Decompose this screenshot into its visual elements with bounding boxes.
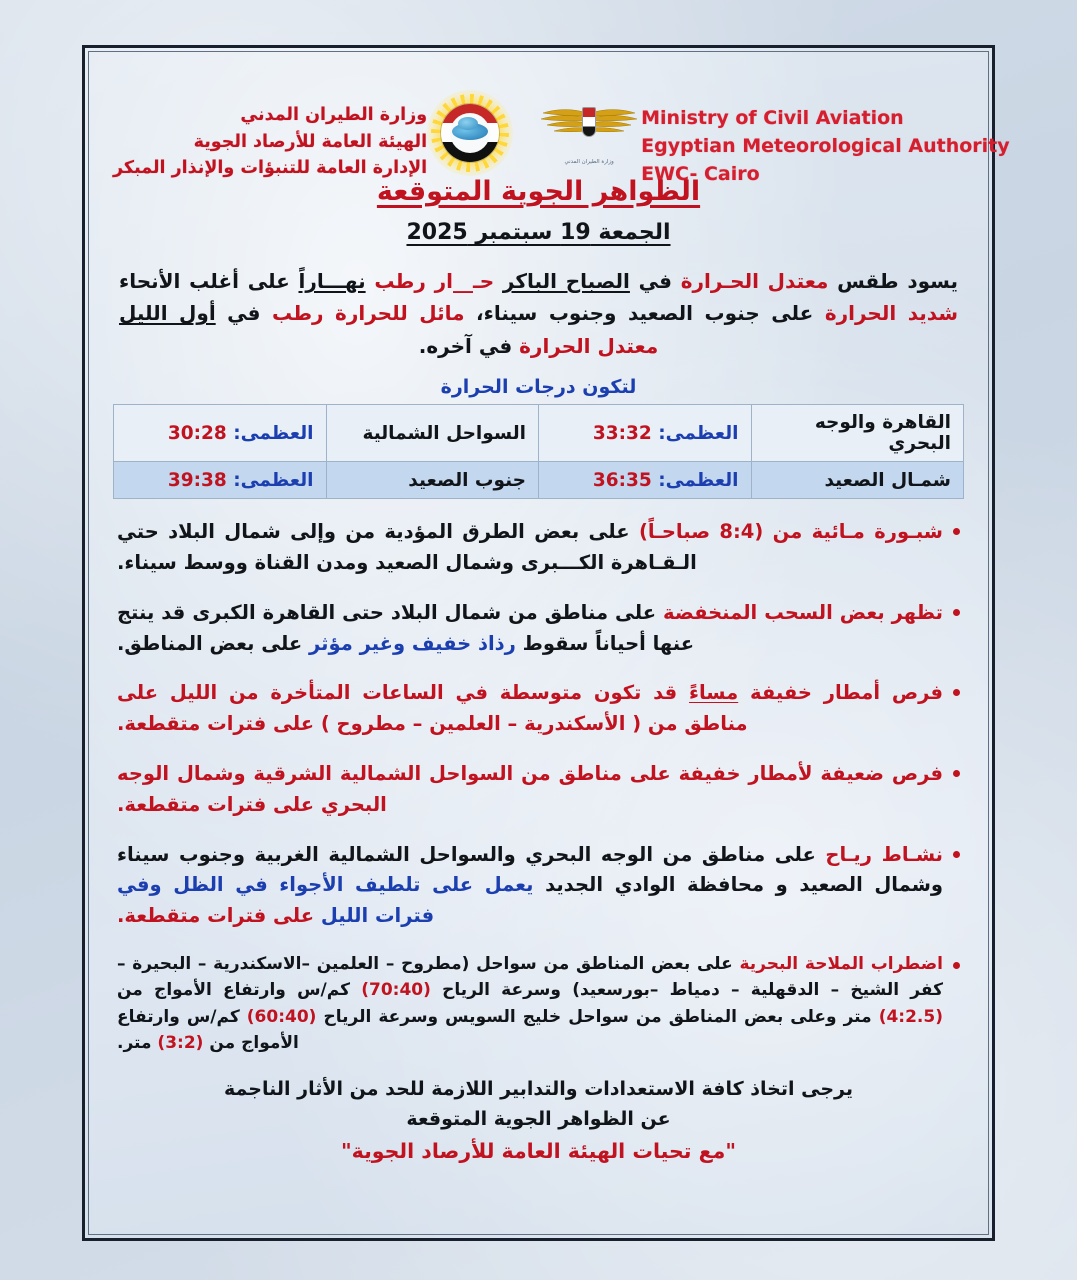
footer-signature: "مع تحيات الهيئة العامة للأرصاد الجوية" <box>341 1139 736 1164</box>
text-run-9: متر. <box>117 1032 158 1053</box>
page-title: الظواهر الجوية المتوقعة <box>376 176 701 207</box>
bullet-dot-icon <box>953 609 960 616</box>
region-south-upper-egypt: جنوب الصعيد <box>326 462 539 499</box>
region-north-coast: السواحل الشمالية <box>326 405 539 462</box>
bullet-dot-icon <box>953 528 960 535</box>
header-logos <box>427 66 641 176</box>
header-arabic-line-3: الإدارة العامة للتنبؤات والإنذار المبكر <box>113 158 428 179</box>
header-arabic-block <box>113 66 427 182</box>
intro-s5: حـ__ار رطب <box>365 269 503 293</box>
text-run-1: على بعض الطرق المؤدية من وإلى شمال البلاد حتي الـقـاهرة الكـــبرى وشمال الصعيد ومدن القناة ووسط سيناء. <box>117 520 697 574</box>
max-value: 39:38 <box>167 469 227 491</box>
temperature-table-heading: لتكون درجات الحرارة <box>440 376 637 399</box>
ema-sun-logo-icon <box>427 90 513 176</box>
text-run-0: تظهر بعض السحب المنخفضة <box>663 600 943 624</box>
text-run-1: على بعض المناطق من سواحل (مطروح – العلمين –الاسكندرية – البحيرة – كفر الشيخ – الدقهلية – دمياط –بورسعيد) وسرعة الرياح <box>117 953 943 1001</box>
bullet-text <box>117 678 943 740</box>
bullet-weak-rain-chance <box>117 759 960 821</box>
egypt-flag-shield-icon <box>582 107 596 137</box>
header-english-block <box>641 66 1010 188</box>
max-north-upper-egypt <box>539 462 752 499</box>
bullet-dot-icon <box>953 770 960 777</box>
bullet-text <box>117 951 943 1056</box>
temperature-table <box>113 404 964 499</box>
region-north-upper-egypt: شمـال الصعيد <box>751 462 964 499</box>
max-value: 36:35 <box>592 469 652 491</box>
document-footer <box>113 1075 964 1163</box>
intro-s12: أول الليل <box>119 301 216 326</box>
max-value: 33:32 <box>592 422 652 444</box>
text-run-2: رذاذ خفيف وغير مؤثر <box>309 631 516 655</box>
text-run-4: على فترات متقطعة. <box>117 904 315 928</box>
text-run-3: على بعض المناطق. <box>117 631 310 655</box>
text-run-8: (3:2) <box>157 1032 204 1053</box>
intro-s14: معتدل الحرارة <box>519 333 659 358</box>
bullet-text <box>117 517 943 579</box>
text-run-1: على مناطق من شمال البلاد حتى القاهرة الكبرى قد ينتج عنها أحياناً سقوط <box>117 600 695 655</box>
bullet-wind-activity <box>117 840 960 932</box>
bulletin-sheet <box>82 45 1010 1241</box>
text-run-2: قد تكون متوسطة في الساعات المتأخرة من الليل على مناطق من ( الأسكندرية – العلمين – مطروح ) على فترات متقطعة. <box>117 681 748 736</box>
max-north-coast <box>114 405 327 462</box>
header-arabic-line-1: وزارة الطيران المدني <box>240 105 428 125</box>
text-run-0: نشـاط ريـاح <box>825 842 943 866</box>
bullet-dot-icon <box>953 851 960 858</box>
bullet-text <box>117 840 943 932</box>
max-label: العظمى: <box>658 469 739 491</box>
header-english-line-3: EWC- Cairo <box>641 163 760 186</box>
text-run-3: كم/س وارتفاع الأمواج من <box>117 980 362 1001</box>
text-run-6: (60:40) <box>246 1006 317 1027</box>
text-run-2: (70:40) <box>361 980 431 1001</box>
intro-s11: في <box>215 301 273 326</box>
table-row <box>114 405 964 462</box>
bullet-dot-icon <box>953 962 960 969</box>
civil-aviation-wings-icon <box>537 103 641 163</box>
text-run-4: (4:2.5) <box>878 1006 943 1027</box>
cloud-icon <box>452 123 488 140</box>
intro-s15: في آخره. <box>418 333 520 358</box>
text-run-7: كم/س وارتفاع الأمواج من <box>117 1006 299 1053</box>
text-run-0: فرص ضعيفة لأمطار خفيفة على مناطق من السواحل الشمالية الشرقية وشمال الوجه البحري على فترات متقطعة. <box>117 761 943 816</box>
text-run-0: اضطراب الملاحة البحرية <box>739 953 943 974</box>
intro-s2: معتدل الحـرارة <box>680 269 829 293</box>
header-arabic-line-2: الهيئة العامة للأرصاد الجوية <box>193 131 428 152</box>
bullet-text <box>117 759 943 821</box>
text-run-3 <box>314 904 321 927</box>
bullet-low-clouds <box>117 598 960 660</box>
bulletin-date: الجمعة 19 سبتمبر 2025 <box>406 220 671 245</box>
bullet-marine-navigation <box>117 951 960 1056</box>
header-english-line-2: Egyptian Meteorological Authority <box>641 135 1010 158</box>
table-row <box>114 462 964 499</box>
intro-s9: على جنوب الصعيد وجنوب سيناء، <box>464 301 814 326</box>
max-label: العظمى: <box>658 422 739 444</box>
text-run-2: يعمل على تلطيف الأجواء في الظل وفي فترات الليل <box>117 873 534 928</box>
intro-s3: في <box>629 269 681 293</box>
wings-caption: وزارة الطيران المدني <box>564 159 614 165</box>
forecast-bullet-list <box>113 517 964 1056</box>
max-label: العظمى: <box>233 422 314 444</box>
intro-s6: نهـــاراً <box>298 269 366 293</box>
intro-s8: شديد الحرارة <box>824 301 958 326</box>
region-cairo-delta: القاهرة والوجه البحري <box>751 405 964 462</box>
max-label: العظمى: <box>233 469 314 491</box>
intro-s10: مائل للحرارة رطب <box>272 301 465 326</box>
bullet-fog <box>117 517 960 579</box>
footer-line-2: عن الظواهر الجوية المتوقعة <box>406 1107 671 1130</box>
text-run-1: مساءً <box>689 681 739 705</box>
bullet-evening-rain <box>117 678 960 740</box>
bullet-text <box>117 598 943 660</box>
bulletin-sheet-inner <box>88 51 1010 1235</box>
header-english-line-1: Ministry of Civil Aviation <box>641 107 904 129</box>
text-run-1: على مناطق من الوجه البحري والسواحل الشمالية الغربية وجنوب سيناء وشمال الصعيد و محافظة الوادي الجديد <box>117 842 943 897</box>
intro-s1: يسود طقس <box>828 269 959 293</box>
bullet-dot-icon <box>953 689 960 696</box>
flag-disc-icon <box>441 104 499 162</box>
text-run-0: فرص أمطار خفيفة <box>738 681 943 705</box>
footer-line-1: يرجى اتخاذ كافة الاستعدادات والتدابير اللازمة للحد من الأثار الناجمة <box>224 1078 853 1101</box>
document-header <box>113 66 1010 186</box>
text-run-5: متر وعلى بعض المناطق من سواحل خليج السويس وسرعة الرياح <box>316 1006 879 1027</box>
intro-s7: على أغلب الأنحاء <box>119 269 299 293</box>
max-cairo-delta <box>539 405 752 462</box>
intro-paragraph <box>113 265 964 362</box>
max-south-upper-egypt <box>114 462 327 499</box>
intro-s4: الصباح الباكر <box>502 269 630 293</box>
max-value: 30:28 <box>167 422 227 444</box>
text-run-0: شبـورة مـائية من (8:4 صباحـاً) <box>638 520 943 544</box>
